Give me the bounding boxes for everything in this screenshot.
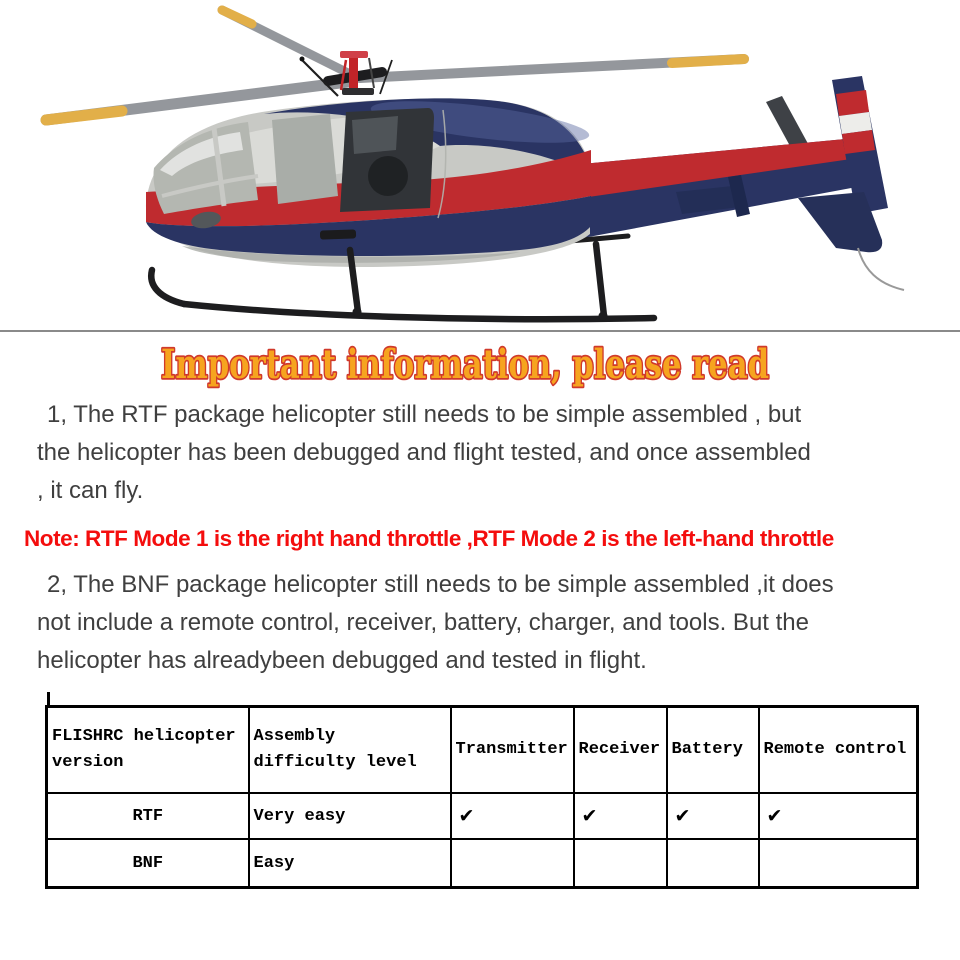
- cell-battery: ✔: [667, 793, 759, 839]
- cell-transmitter: [451, 839, 574, 888]
- bnf-paragraph: [37, 566, 960, 680]
- col-header-transmitter: Transmitter: [451, 707, 574, 794]
- table-row-rtf: [47, 793, 918, 839]
- cell-remote: ✔: [759, 793, 918, 839]
- text-line: not include a remote control, receiver, battery, charger, and tools. But the: [37, 609, 809, 636]
- col-header-remote: Remote control: [759, 707, 918, 794]
- page-title-text: Important information, please read: [161, 341, 770, 388]
- rtf-paragraph: [37, 396, 960, 510]
- page-title: [0, 336, 960, 390]
- text-line: the helicopter has been debugged and flight tested, and once assembled: [37, 439, 811, 466]
- spec-table: [45, 705, 919, 889]
- cell-battery: [667, 839, 759, 888]
- cell-transmitter: ✔: [451, 793, 574, 839]
- cell-difficulty: Easy: [249, 839, 451, 888]
- text-line: , it can fly.: [37, 477, 144, 504]
- section-divider: [0, 330, 960, 332]
- text-line: 2, The BNF package helicopter still needs to be simple assembled ,it does: [47, 571, 834, 598]
- cell-receiver: ✔: [574, 793, 667, 839]
- cell-version: RTF: [47, 793, 249, 839]
- col-header-receiver: Receiver: [574, 707, 667, 794]
- text-line: helicopter has alreadybeen debugged and tested in flight.: [37, 647, 647, 674]
- cabin-step: [320, 229, 356, 239]
- mode-note: Note: RTF Mode 1 is the right hand throttle ,RTF Mode 2 is the left-hand throttle: [24, 526, 834, 551]
- col-header-version: FLISHRC helicopter version: [47, 707, 249, 794]
- table-border-stub: [47, 692, 50, 705]
- cell-receiver: [574, 839, 667, 888]
- cell-remote: [759, 839, 918, 888]
- cell-difficulty: Very easy: [249, 793, 451, 839]
- product-photo: [0, 0, 960, 330]
- spec-table-header-row: [47, 707, 918, 794]
- col-header-battery: Battery: [667, 707, 759, 794]
- col-header-difficulty: Assembly difficulty level: [249, 707, 451, 794]
- table-row-bnf: [47, 839, 918, 888]
- text-line: 1, The RTF package helicopter still needs to be simple assembled , but: [47, 401, 802, 428]
- cell-version: BNF: [47, 839, 249, 888]
- mid-window: [272, 114, 338, 204]
